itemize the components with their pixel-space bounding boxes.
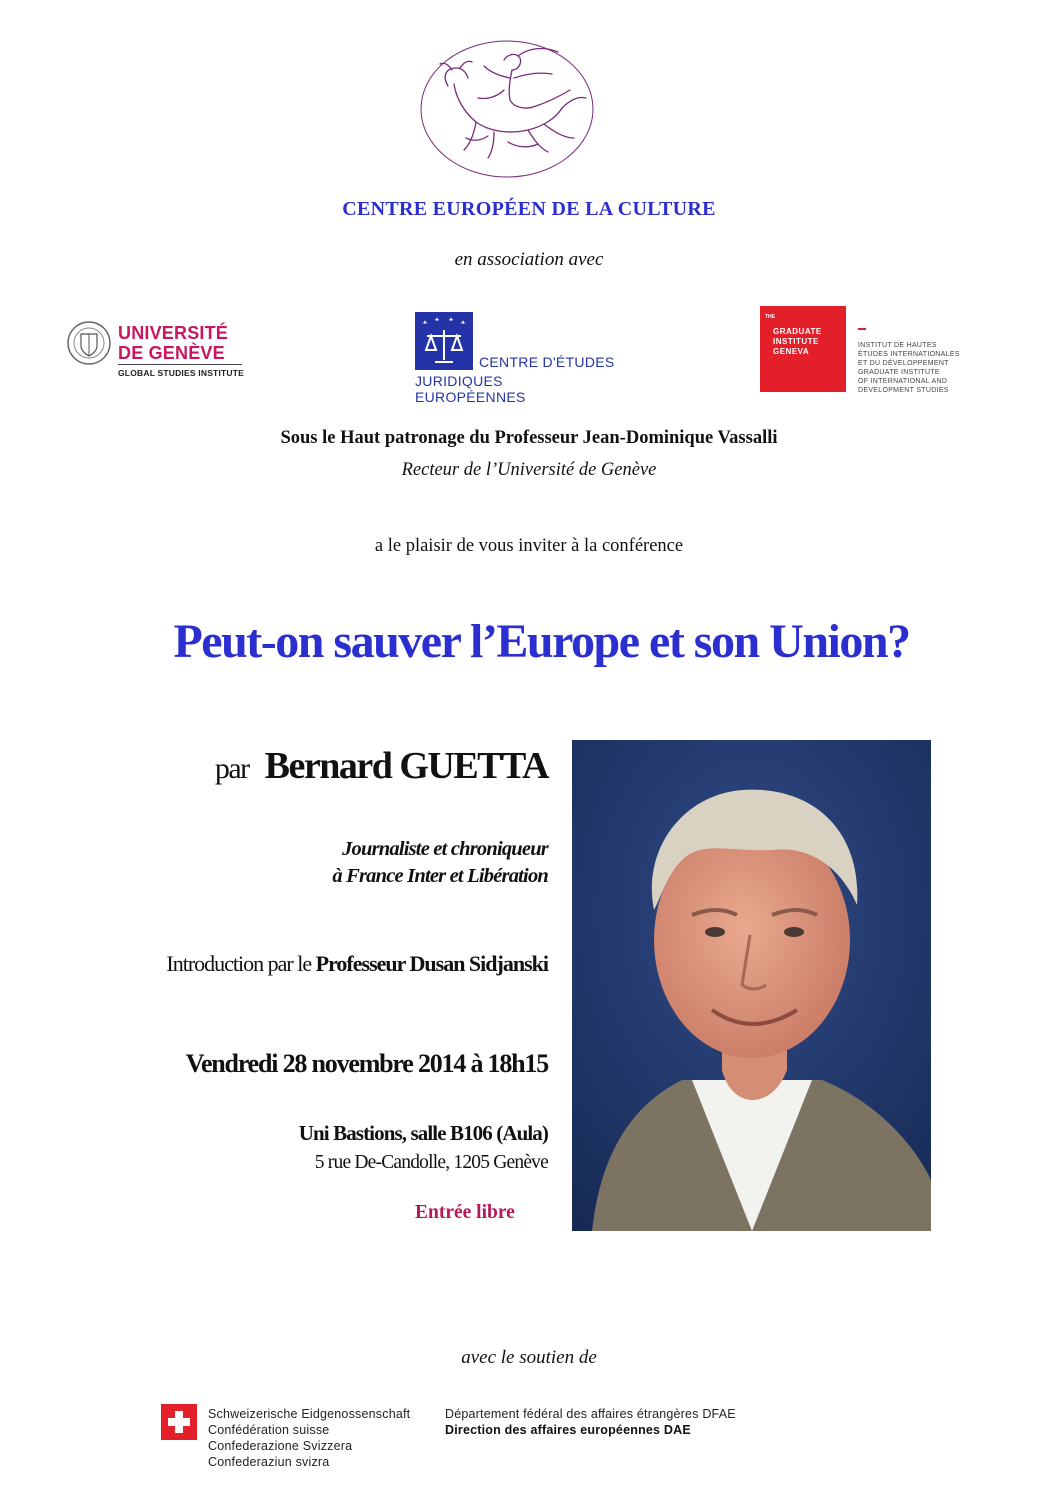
- europa-bull-logo: [418, 38, 596, 180]
- speaker-line: [215, 744, 548, 788]
- gi-fr-line1: INSTITUT DE HAUTES: [858, 342, 937, 349]
- invitation-text: a le plaisir de vous inviter à la conférence: [374, 536, 684, 556]
- ceje-name-line1: CENTRE D'ÉTUDES: [479, 354, 615, 370]
- gi-line2: INSTITUTE: [773, 337, 819, 346]
- unige-subtitle: GLOBAL STUDIES INSTITUTE: [118, 368, 245, 378]
- event-date: Vendredi 28 novembre 2014 à 18h15: [185, 1049, 548, 1078]
- graduate-institute-red-block: [760, 306, 846, 392]
- confed-rm: Confederaziun svizra: [208, 1455, 330, 1469]
- unige-logo: [66, 318, 246, 388]
- unige-divider: [118, 364, 242, 365]
- graduate-institute-logo: [760, 306, 960, 396]
- gi-fr-line2: ÉTUDES INTERNATIONALES: [858, 351, 960, 358]
- speaker-photo: [572, 740, 931, 1231]
- gi-en-line1: GRADUATE INSTITUTE: [858, 369, 940, 376]
- event-address: 5 rue De-Candolle, 1205 Genève: [314, 1152, 548, 1173]
- gi-the: THE: [765, 314, 775, 320]
- speaker-prefix: par: [214, 752, 249, 785]
- ceje-logo: [415, 310, 615, 405]
- gi-line3: GENEVA: [773, 347, 810, 356]
- introducer-name: Professeur Dusan Sidjanski: [315, 951, 548, 976]
- organization-name: CENTRE EUROPÉEN DE LA CULTURE: [342, 198, 716, 220]
- support-intro: avec le soutien de: [461, 1347, 597, 1368]
- patronage-line: Sous le Haut patronage du Professeur Jean-Dominique Vassalli: [280, 428, 778, 448]
- dfae-department: Département fédéral des affaires étrangères DFAE: [445, 1407, 736, 1421]
- swiss-flag-icon: [161, 1404, 197, 1440]
- speaker-role-line1: Journaliste et chroniqueur: [342, 838, 548, 860]
- gi-en-line2: OF INTERNATIONAL AND: [858, 378, 948, 385]
- confed-it: Confederazione Svizzera: [208, 1439, 353, 1453]
- speaker-name: Bernard GUETTA: [264, 745, 548, 787]
- unige-seal-icon: [66, 320, 112, 366]
- introduction-line: [166, 951, 548, 977]
- unige-name-line2: DE GENÈVE: [118, 343, 225, 363]
- introduction-prefix: Introduction par le: [166, 951, 316, 976]
- dfae-direction: Direction des affaires européennes DAE: [445, 1423, 691, 1437]
- association-text: en association avec: [454, 249, 604, 270]
- event-venue: Uni Bastions, salle B106 (Aula): [298, 1121, 548, 1145]
- patron-title: Recteur de l’Université de Genève: [401, 460, 657, 480]
- confed-de: Schweizerische Eidgenossenschaft: [208, 1407, 411, 1421]
- conference-title: Peut-on sauver l’Europe et son Union?: [173, 615, 910, 668]
- gi-dash: [858, 328, 866, 330]
- unige-name-line1: UNIVERSITÉ: [118, 323, 229, 343]
- gi-fr-line3: ET DU DÉVELOPPEMENT: [858, 360, 949, 367]
- ceje-name-line2: JURIDIQUES EUROPÉENNES: [415, 373, 526, 405]
- swiss-cross-horizontal: [168, 1418, 190, 1426]
- entry-free: Entrée libre: [415, 1202, 515, 1223]
- speaker-role-line2: à France Inter et Libération: [332, 865, 548, 887]
- gi-line1: GRADUATE: [773, 327, 822, 336]
- ceje-scales-icon: [415, 312, 473, 370]
- confed-fr: Confédération suisse: [208, 1423, 330, 1437]
- gi-en-line3: DEVELOPMENT STUDIES: [858, 387, 949, 394]
